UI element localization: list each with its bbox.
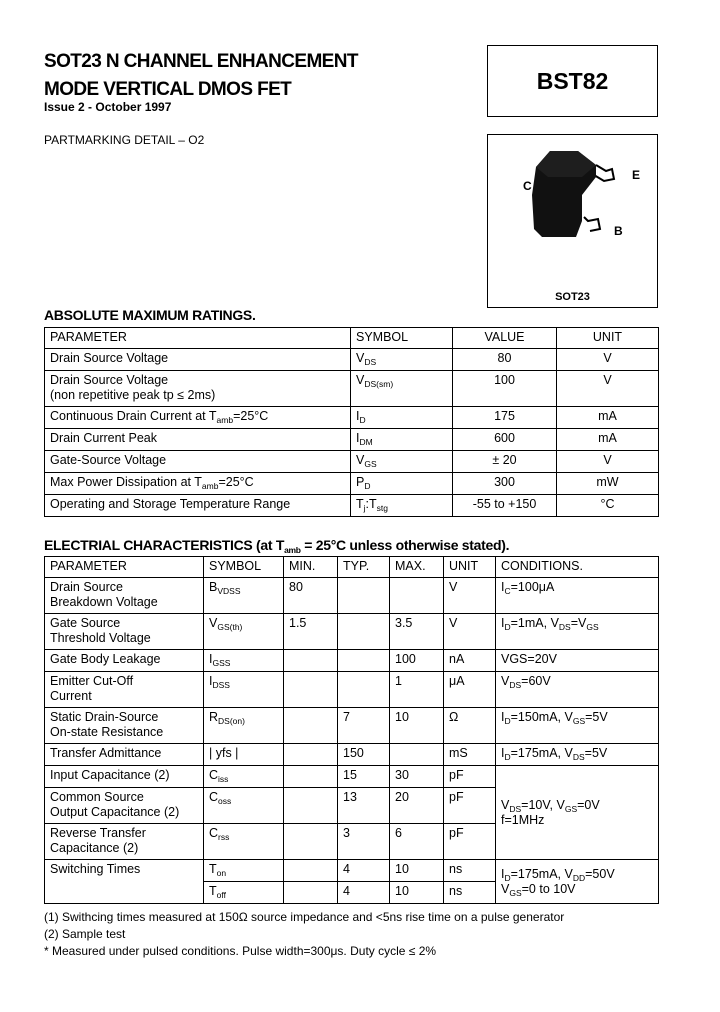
footnotes <box>44 909 564 960</box>
unit-cell: V <box>557 451 659 473</box>
max-cell: 6 <box>390 824 444 860</box>
max-cell: 20 <box>390 788 444 824</box>
symbol-cell: $C_{oss}$ <box>204 788 284 824</box>
sot23-package-icon <box>488 135 659 309</box>
header-max: MAX. <box>390 557 444 578</box>
issue-date: Issue 2 - October 1997 <box>44 100 172 114</box>
table-row <box>45 349 659 371</box>
min-cell <box>284 860 338 882</box>
title-line-2: MODE VERTICAL DMOS FET <box>44 79 292 100</box>
switching-conditions-cell: $I_D=175mA$, $V_{DD}=50V$ $V_{GS}=0$ to 10V <box>496 860 659 904</box>
header-symbol: SYMBOL <box>351 328 453 349</box>
min-cell: 1.5 <box>284 614 338 650</box>
symbol-cell: $T_{off}$ <box>204 882 284 904</box>
table-row <box>45 650 659 672</box>
unit-cell: V <box>444 578 496 614</box>
pin-c-label: C <box>523 179 532 193</box>
symbol-cell: $V_{DS(sm)}$ <box>351 371 453 407</box>
typ-cell: 7 <box>338 708 390 744</box>
electrical-title: ELECTRIAL CHARACTERISTICS (at $T_{amb} = 25^\circ C$ unless otherwise stated). <box>44 537 510 555</box>
typ-cell: 13 <box>338 788 390 824</box>
table-row <box>45 614 659 650</box>
typ-cell <box>338 614 390 650</box>
param-cell: Continuous Drain Current at $T_{amb}=25^\circ C$ <box>45 407 351 429</box>
unit-cell: V <box>444 614 496 650</box>
param-cell: Input Capacitance (2) <box>45 766 204 788</box>
header-min: MIN. <box>284 557 338 578</box>
unit-cell: nA <box>444 650 496 672</box>
symbol-cell: $V_{GS}$ <box>351 451 453 473</box>
typ-cell: 4 <box>338 882 390 904</box>
param-cell: Gate Source Threshold Voltage <box>45 614 204 650</box>
header-conditions: CONDITIONS. <box>496 557 659 578</box>
symbol-cell: $V_{GS(th)}$ <box>204 614 284 650</box>
table-header-row <box>45 557 659 578</box>
unit-cell: pF <box>444 766 496 788</box>
param-cell: Drain Source Voltage <box>45 349 351 371</box>
symbol-cell: | yfs | <box>204 744 284 766</box>
param-cell: Drain Source Voltage (non repetitive peak tp ≤ 2ms) <box>45 371 351 407</box>
table-row <box>45 371 659 407</box>
symbol-cell: $T_{on}$ <box>204 860 284 882</box>
value-cell: 600 <box>453 429 557 451</box>
min-cell <box>284 708 338 744</box>
unit-cell: V <box>557 371 659 407</box>
header-unit: UNIT <box>557 328 659 349</box>
table-row <box>45 766 659 788</box>
header-unit: UNIT <box>444 557 496 578</box>
document-title <box>44 48 358 104</box>
unit-cell: μA <box>444 672 496 708</box>
table-row <box>45 708 659 744</box>
table-row <box>45 451 659 473</box>
symbol-cell: $B_{VDSS}$ <box>204 578 284 614</box>
conditions-cell: $I_D=1mA$, $V_{DS}=V_{GS}$ <box>496 614 659 650</box>
param-cell: Max Power Dissipation at $T_{amb}=25^\circ C$ <box>45 473 351 495</box>
unit-cell: °C <box>557 495 659 517</box>
part-number: BST82 <box>536 67 609 94</box>
max-cell: 10 <box>390 860 444 882</box>
pin-e-label: E <box>632 168 641 182</box>
max-cell <box>390 578 444 614</box>
param-cell: Operating and Storage Temperature Range <box>45 495 351 517</box>
unit-cell: mA <box>557 429 659 451</box>
value-cell: 100 <box>453 371 557 407</box>
unit-cell: pF <box>444 788 496 824</box>
unit-cell: mW <box>557 473 659 495</box>
conditions-cell: $I_C=100\mu A$ <box>496 578 659 614</box>
param-cell: Gate-Source Voltage <box>45 451 351 473</box>
header-symbol: SYMBOL <box>204 557 284 578</box>
typ-cell <box>338 578 390 614</box>
typ-cell: 3 <box>338 824 390 860</box>
typ-cell: 15 <box>338 766 390 788</box>
pin-e-lead <box>594 165 614 181</box>
param-cell: Static Drain-Source On-state Resistance <box>45 708 204 744</box>
value-cell: 80 <box>453 349 557 371</box>
header-typ: TYP. <box>338 557 390 578</box>
unit-cell: mS <box>444 744 496 766</box>
max-cell: 10 <box>390 708 444 744</box>
param-cell: Common Source Output Capacitance (2) <box>45 788 204 824</box>
param-cell: Reverse Transfer Capacitance (2) <box>45 824 204 860</box>
min-cell <box>284 882 338 904</box>
min-cell <box>284 824 338 860</box>
table-row <box>45 473 659 495</box>
max-cell <box>390 744 444 766</box>
capacitance-conditions-cell: $V_{DS}=10V$, $V_{GS}=0V$ f=1MHz <box>496 766 659 860</box>
max-cell: 30 <box>390 766 444 788</box>
table-row <box>45 578 659 614</box>
unit-cell: mA <box>557 407 659 429</box>
value-cell: 300 <box>453 473 557 495</box>
param-cell: Drain Source Breakdown Voltage <box>45 578 204 614</box>
table-row <box>45 744 659 766</box>
symbol-cell: $I_{DSS}$ <box>204 672 284 708</box>
pin-b-lead <box>584 217 600 231</box>
electrical-table <box>44 556 659 904</box>
symbol-cell: $C_{rss}$ <box>204 824 284 860</box>
max-cell: 1 <box>390 672 444 708</box>
value-cell: ± 20 <box>453 451 557 473</box>
conditions-cell: $I_D=150mA$, $V_{GS}=5V$ <box>496 708 659 744</box>
max-cell: 10 <box>390 882 444 904</box>
conditions-cell: $I_D=175mA$, $V_{DS}=5V$ <box>496 744 659 766</box>
value-cell: 175 <box>453 407 557 429</box>
part-number-box <box>487 45 658 117</box>
value-cell: -55 to +150 <box>453 495 557 517</box>
param-cell: Drain Current Peak <box>45 429 351 451</box>
footnote-2: (2) Sample test <box>44 927 126 941</box>
unit-cell: pF <box>444 824 496 860</box>
symbol-cell: $I_D$ <box>351 407 453 429</box>
typ-cell <box>338 672 390 708</box>
table-row <box>45 672 659 708</box>
min-cell <box>284 766 338 788</box>
param-cell: Gate Body Leakage <box>45 650 204 672</box>
symbol-cell: $R_{DS(on)}$ <box>204 708 284 744</box>
min-cell <box>284 672 338 708</box>
max-cell: 100 <box>390 650 444 672</box>
unit-cell: Ω <box>444 708 496 744</box>
abs-max-table <box>44 327 659 517</box>
symbol-cell: $V_{DS}$ <box>351 349 453 371</box>
table-row <box>45 860 659 882</box>
title-line-1: SOT23 N CHANNEL ENHANCEMENT <box>44 51 358 72</box>
min-cell <box>284 650 338 672</box>
footnote-3: * Measured under pulsed conditions. Pulse width=300μs. Duty cycle ≤ 2% <box>44 944 437 958</box>
typ-cell: 4 <box>338 860 390 882</box>
header-parameter: PARAMETER <box>45 557 204 578</box>
conditions-cell: $V_{DS}=60V$ <box>496 672 659 708</box>
table-row <box>45 495 659 517</box>
unit-cell: ns <box>444 882 496 904</box>
package-diagram <box>487 134 658 308</box>
table-row <box>45 429 659 451</box>
unit-cell: ns <box>444 860 496 882</box>
table-row <box>45 407 659 429</box>
abs-max-title: ABSOLUTE MAXIMUM RATINGS. <box>44 307 256 323</box>
symbol-cell: $C_{iss}$ <box>204 766 284 788</box>
max-cell: 3.5 <box>390 614 444 650</box>
conditions-cell: VGS=20V <box>496 650 659 672</box>
typ-cell <box>338 650 390 672</box>
min-cell: 80 <box>284 578 338 614</box>
symbol-cell: $T_j:T_{stg}$ <box>351 495 453 517</box>
symbol-cell: $P_D$ <box>351 473 453 495</box>
package-name: SOT23 <box>555 291 590 303</box>
pin-b-label: B <box>614 224 623 238</box>
param-cell: Emitter Cut-Off Current <box>45 672 204 708</box>
min-cell <box>284 788 338 824</box>
header-value: VALUE <box>453 328 557 349</box>
unit-cell: V <box>557 349 659 371</box>
min-cell <box>284 744 338 766</box>
symbol-cell: $I_{DM}$ <box>351 429 453 451</box>
table-header-row <box>45 328 659 349</box>
param-cell: Switching Times <box>45 860 204 904</box>
header-parameter: PARAMETER <box>45 328 351 349</box>
symbol-cell: $I_{GSS}$ <box>204 650 284 672</box>
typ-cell: 150 <box>338 744 390 766</box>
footnote-1: (1) Swithcing times measured at 150Ω source impedance and <5ns rise time on a pulse generator <box>44 910 565 924</box>
param-cell: Transfer Admittance <box>45 744 204 766</box>
partmarking-detail: PARTMARKING DETAIL – O2 <box>44 133 205 147</box>
